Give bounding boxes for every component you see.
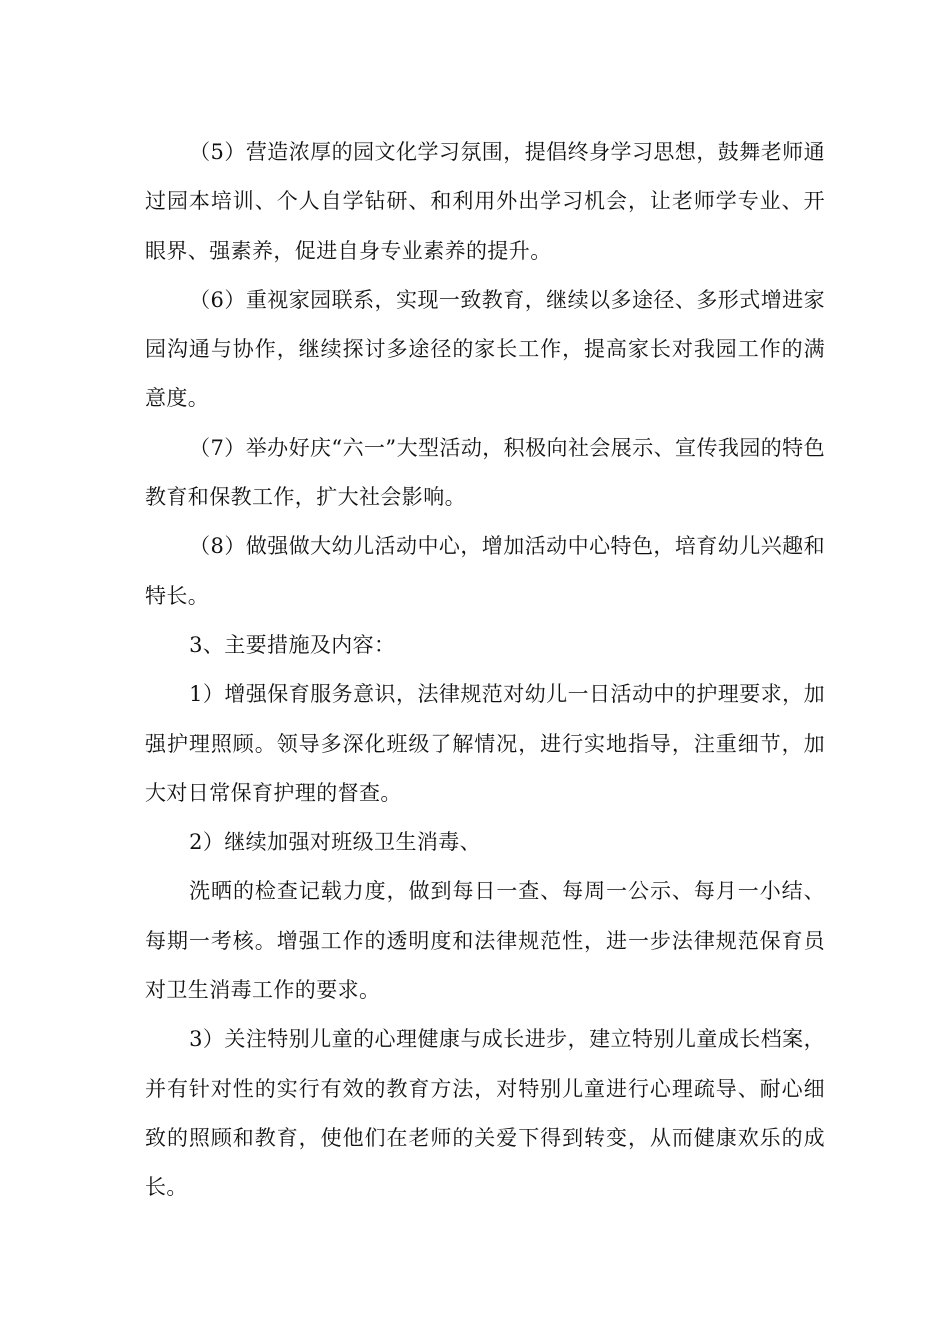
document-body — [145, 128, 825, 1213]
section-heading-measures: 3、主要措施及内容： — [189, 632, 396, 657]
measure-item-1: 1）增强保育服务意识，法律规范对幼儿一日活动中的护理要求，加强护理照顾。领导多深化班级了解情况，进行实地指导，注重细节，加大对日常保育护理的督查。 — [145, 682, 825, 805]
measure-item-3: 3）关注特别儿童的心理健康与成长进步，建立特别儿童成长档案，并有针对性的实行有效的教育方法，对特别儿童进行心理疏导、耐心细致的照顾和教育，使他们在老师的关爱下得到转变，从而健康欢乐的成长。 — [145, 1027, 825, 1200]
paragraph-item-8: （8）做强做大幼儿活动中心，增加活动中心特色，培育幼儿兴趣和特长。 — [145, 534, 825, 608]
measure-item-2: 2）继续加强对班级卫生消毒、 — [189, 830, 482, 855]
paragraph-item-5: （5）营造浓厚的园文化学习氛围，提倡终身学习思想，鼓舞老师通过园本培训、个人自学钻研、和利用外出学习机会，让老师学专业、开眼界、强素养，促进自身专业素养的提升。 — [145, 140, 825, 263]
measure-item-2-continued: 洗晒的检查记载力度，做到每日一查、每周一公示、每月一小结、每期一考核。增强工作的透明度和法律规范性，进一步法律规范保育员对卫生消毒工作的要求。 — [145, 879, 825, 1003]
paragraph-item-6: （6）重视家园联系，实现一致教育，继续以多途径、多形式增进家园沟通与协作，继续探讨多途径的家长工作，提高家长对我园工作的满意度。 — [145, 287, 825, 411]
paragraph-item-7: （7）举办好庆“六一”大型活动，积极向社会展示、宣传我园的特色教育和保教工作，扩大社会影响。 — [145, 435, 825, 510]
